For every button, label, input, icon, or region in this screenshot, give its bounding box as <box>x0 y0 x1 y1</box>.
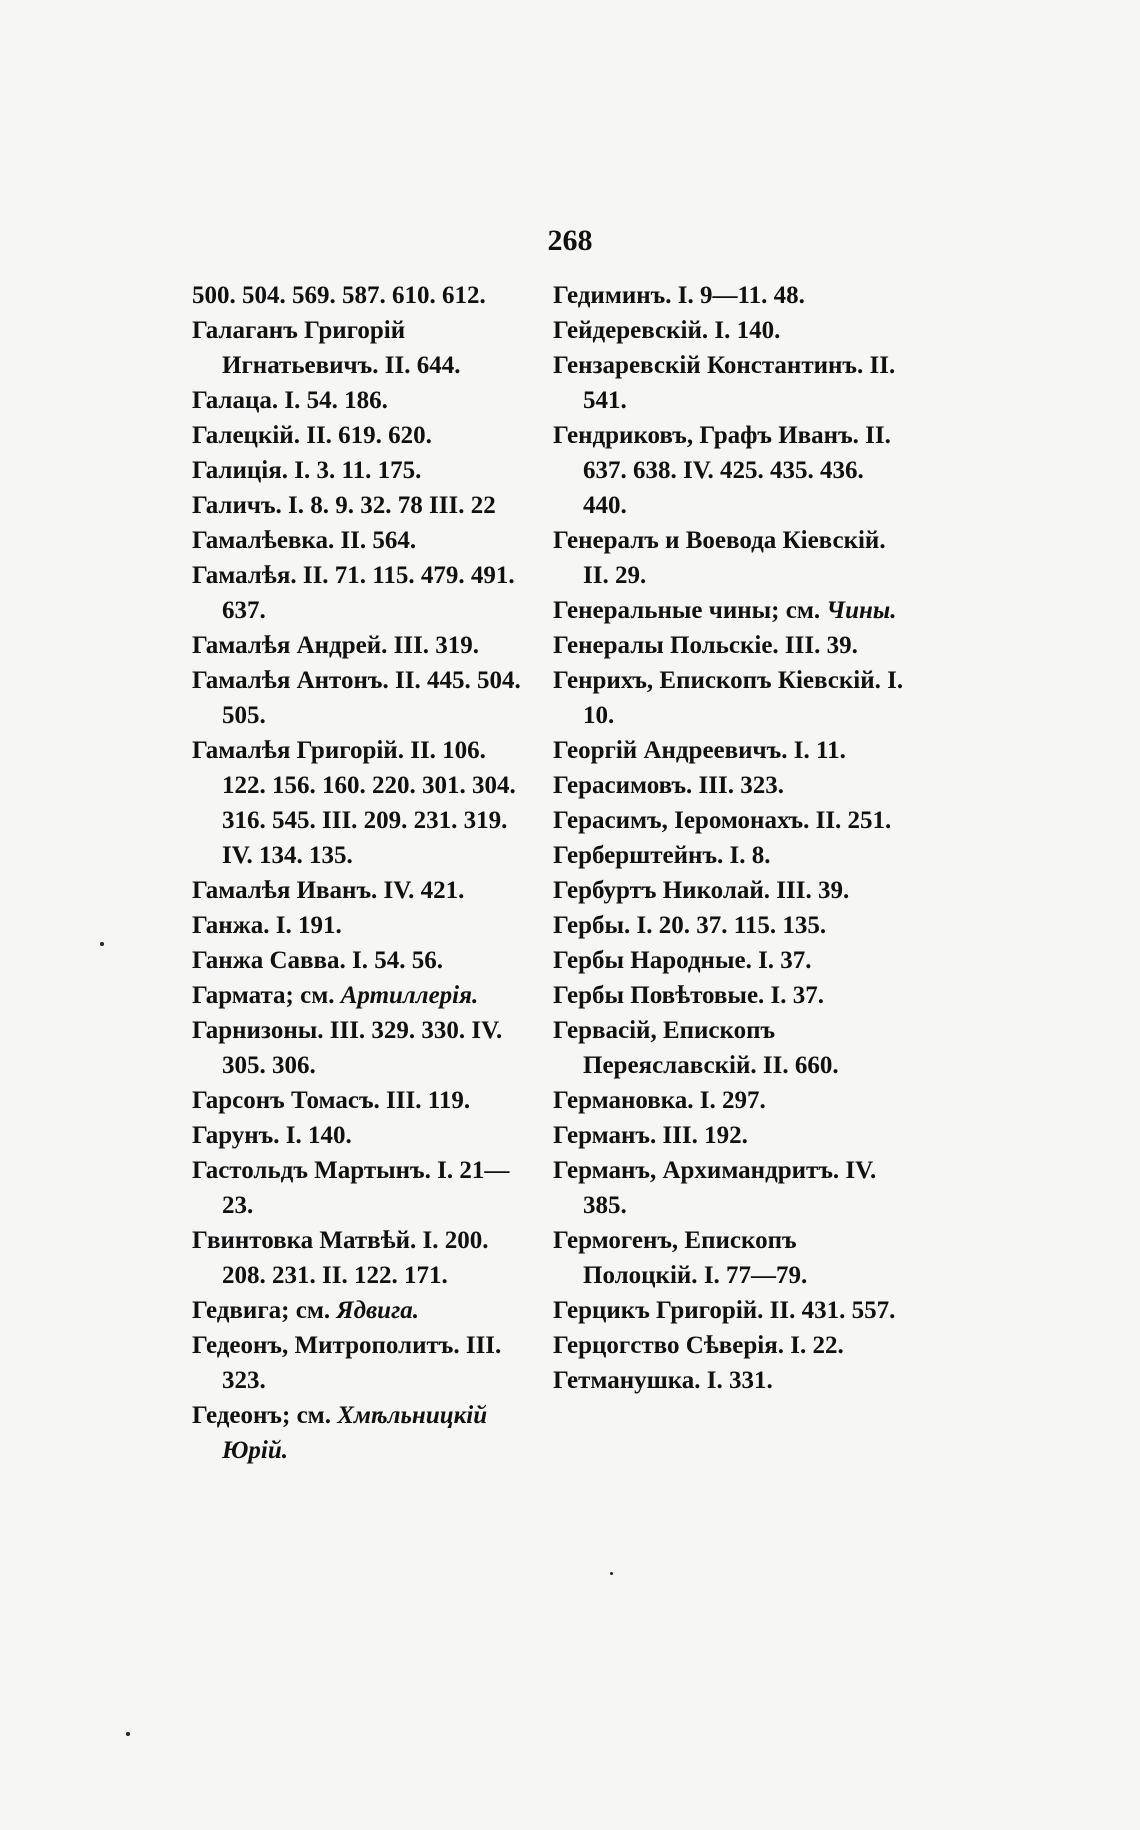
entry-heading: Гамалѣя Иванъ. <box>192 877 378 904</box>
entry-heading: Георгій Андреевичъ. <box>553 737 788 764</box>
entry-heading: Гвинтовка Матвѣй. <box>192 1227 417 1254</box>
entry-heading: Гендриковъ, Графъ Иванъ. <box>553 422 859 449</box>
entry-heading: Гарнизоны. <box>192 1017 324 1044</box>
entry-heading: Гарсонъ Томасъ. <box>192 1087 380 1114</box>
entry-references: I. 200. 208. 231. II. 122. 171. <box>222 1227 489 1289</box>
entry-heading: Генералъ и Воевода Кіевскій. <box>553 527 886 554</box>
entry-references: I. 54. 56. <box>352 947 444 974</box>
see-also-marker: см. <box>296 1402 331 1429</box>
index-entry <box>192 1153 532 1223</box>
entry-heading: Германъ. <box>553 1122 657 1149</box>
index-entry <box>192 1328 532 1398</box>
entry-heading: Ганжа Савва. <box>192 947 346 974</box>
index-entry <box>553 908 913 943</box>
index-entry <box>553 873 913 908</box>
index-entry <box>553 978 913 1013</box>
entry-heading: Гермогенъ, Епископъ Полоцкій. <box>553 1227 797 1289</box>
entry-references: I. 20. 37. 115. 135. <box>636 912 827 939</box>
entry-heading: Гервасій, Епископъ Переяславскій. <box>553 1017 776 1079</box>
entry-heading: Гамалѣевка. <box>192 527 335 554</box>
entry-references: II. 431. 557. <box>769 1297 896 1324</box>
index-entry <box>553 1153 913 1223</box>
entry-heading: Германовка. <box>553 1087 694 1114</box>
entry-heading: Гедеонъ, Митрополитъ. <box>192 1332 460 1359</box>
index-entry <box>192 1223 532 1293</box>
entry-references: I. 140. <box>285 1122 352 1149</box>
entry-heading: Герцогство Сѣверія. <box>553 1332 784 1359</box>
entry-references: I. 37. <box>770 982 825 1009</box>
entry-references: III. 319. <box>393 632 480 659</box>
index-column-right <box>553 278 913 1398</box>
print-speck <box>610 1572 613 1575</box>
page-number: 268 <box>547 224 593 257</box>
entry-references: I. 3. 11. 175. <box>294 457 422 484</box>
entry-references: II. 619. 620. <box>306 422 432 449</box>
entry-references: I. 22. <box>790 1332 844 1359</box>
entry-heading: Галаца. <box>192 387 279 414</box>
index-entry <box>192 558 532 628</box>
see-also-target: Ядвига. <box>336 1297 420 1324</box>
entry-references: I. 77—79. <box>703 1262 808 1289</box>
entry-references: III. 323. <box>222 1332 502 1394</box>
index-entry <box>192 523 532 558</box>
index-entry <box>192 383 532 418</box>
entry-heading: Гедвига; <box>192 1297 290 1324</box>
entry-heading: Гедиминъ. <box>553 282 672 309</box>
entry-references: I. 54. 186. <box>284 387 388 414</box>
index-entry <box>192 1013 532 1083</box>
entry-references: IV. 421. <box>383 877 465 904</box>
index-entry <box>553 593 913 628</box>
index-entry <box>553 943 913 978</box>
index-entry <box>192 663 532 733</box>
entry-heading: Гедеонъ; <box>192 1402 291 1429</box>
entry-heading: Гербы Народные. <box>553 947 752 974</box>
entry-heading: Галецкій. <box>192 422 300 449</box>
index-entry <box>553 278 913 313</box>
index-entry <box>192 418 532 453</box>
see-also-target: Хмѣльницкій Юрій. <box>222 1402 488 1464</box>
entry-references: II. 29. <box>583 562 647 589</box>
entry-references: II. 445. 504. 505. <box>222 667 521 729</box>
index-entry <box>553 838 913 873</box>
see-also-marker: см. <box>300 982 335 1009</box>
entry-references: II. 564. <box>340 527 417 554</box>
see-also-target: Артиллерія. <box>340 982 479 1009</box>
index-entry <box>192 488 532 523</box>
entry-references: II. 660. <box>762 1052 839 1079</box>
entry-heading: Гербы. <box>553 912 631 939</box>
entry-heading: Герцикъ Григорій. <box>553 1297 764 1324</box>
index-entry <box>553 348 913 418</box>
index-entry <box>192 1118 532 1153</box>
index-entry <box>553 663 913 733</box>
entry-references: I. 191. <box>275 912 342 939</box>
entry-references: I. 21—23. <box>222 1157 510 1219</box>
index-entry <box>553 1293 913 1328</box>
index-entry <box>192 908 532 943</box>
entry-heading: Гейдеревскій. <box>553 317 709 344</box>
entry-references: I. 11. <box>793 737 846 764</box>
print-speck <box>100 942 104 946</box>
entry-references: 500. 504. 569. 587. 610. 612. <box>192 282 486 309</box>
entry-references: II. 541. <box>583 352 896 414</box>
entry-heading: Генрихъ, Епископъ Кіевскій. <box>553 667 881 694</box>
index-entry <box>192 628 532 663</box>
entry-heading: Герасимъ, Іеромонахъ. <box>553 807 810 834</box>
entry-heading: Гамалѣя. <box>192 562 297 589</box>
index-entry <box>553 1223 913 1293</box>
entry-references: III. 39. <box>776 877 850 904</box>
index-entry <box>553 523 913 593</box>
entry-heading: Гамалѣя Антонъ. <box>192 667 389 694</box>
index-entry <box>553 1363 913 1398</box>
index-entry <box>192 278 532 313</box>
index-entry <box>192 1398 532 1468</box>
entry-references: II. 644. <box>384 352 461 379</box>
entry-references: III. 119. <box>386 1087 471 1114</box>
index-entry <box>553 1083 913 1118</box>
entry-heading: Гербы Повѣтовые. <box>553 982 765 1009</box>
entry-heading: Генералы Польскіе. <box>553 632 779 659</box>
index-entry <box>192 943 532 978</box>
entry-references: I. 140. <box>714 317 781 344</box>
index-entry <box>553 628 913 663</box>
entry-heading: Галаганъ Григорій Игнатьевичъ. <box>192 317 406 379</box>
index-entry <box>553 1118 913 1153</box>
index-entry <box>553 733 913 768</box>
index-entry <box>192 1083 532 1118</box>
see-also-target: Чины. <box>826 597 897 624</box>
index-column-left <box>192 278 532 1468</box>
entry-references: II. 637. 638. IV. 425. 435. 436. 440. <box>583 422 891 519</box>
index-entry <box>553 768 913 803</box>
print-speck <box>126 1732 130 1736</box>
index-entry <box>553 1328 913 1363</box>
entry-heading: Гамалѣя Григорій. <box>192 737 404 764</box>
entry-references: II. 106. 122. 156. 160. 220. 301. 304. 316. 545. III. 209. 231. 319. IV. 134. 135. <box>222 737 516 869</box>
entry-heading: Гербуртъ Николай. <box>553 877 771 904</box>
entry-heading: Гетманушка. <box>553 1367 701 1394</box>
index-entry <box>553 418 913 523</box>
entry-heading: Ганжа. <box>192 912 270 939</box>
index-entry <box>192 1293 532 1328</box>
index-entry <box>192 733 532 873</box>
entry-references: I. 37. <box>758 947 812 974</box>
entry-references: I. 8. 9. 32. 78 III. 22 <box>288 492 496 519</box>
index-entry <box>553 803 913 838</box>
index-entry <box>192 453 532 488</box>
entry-references: III. 39. <box>784 632 858 659</box>
entry-references: III. 323. <box>698 772 784 799</box>
entry-heading: Гамалѣя Андрей. <box>192 632 388 659</box>
entry-references: IV. 385. <box>583 1157 877 1219</box>
entry-references: I. 10. <box>583 667 904 729</box>
entry-heading: Герасимовъ. <box>553 772 693 799</box>
entry-heading: Германъ, Архимандритъ. <box>553 1157 840 1184</box>
entry-references: I. 331. <box>706 1367 773 1394</box>
see-also-marker: см. <box>785 597 821 624</box>
entry-heading: Галичъ. <box>192 492 282 519</box>
entry-references: II. 251. <box>815 807 892 834</box>
entry-references: I. 8. <box>729 842 771 869</box>
entry-heading: Гензаревскій Константинъ. <box>553 352 864 379</box>
index-entry <box>192 873 532 908</box>
index-entry <box>553 1013 913 1083</box>
entry-references: II. 71. 115. 479. 491. 637. <box>222 562 515 624</box>
entry-references: I. 9—11. 48. <box>677 282 805 309</box>
index-entry <box>553 313 913 348</box>
entry-references: III. 192. <box>662 1122 748 1149</box>
entry-heading: Гарунъ. <box>192 1122 280 1149</box>
see-also-marker: см. <box>295 1297 331 1324</box>
entry-heading: Гармата; <box>192 982 294 1009</box>
entry-references: I. 297. <box>699 1087 766 1114</box>
entry-heading: Герберштейнъ. <box>553 842 724 869</box>
entry-references: III. 329. 330. IV. 305. 306. <box>222 1017 503 1079</box>
entry-heading: Галиція. <box>192 457 288 484</box>
entry-heading: Генеральные чины; <box>553 597 780 624</box>
index-entry <box>192 978 532 1013</box>
entry-heading: Гастольдъ Мартынъ. <box>192 1157 431 1184</box>
index-entry <box>192 313 532 383</box>
